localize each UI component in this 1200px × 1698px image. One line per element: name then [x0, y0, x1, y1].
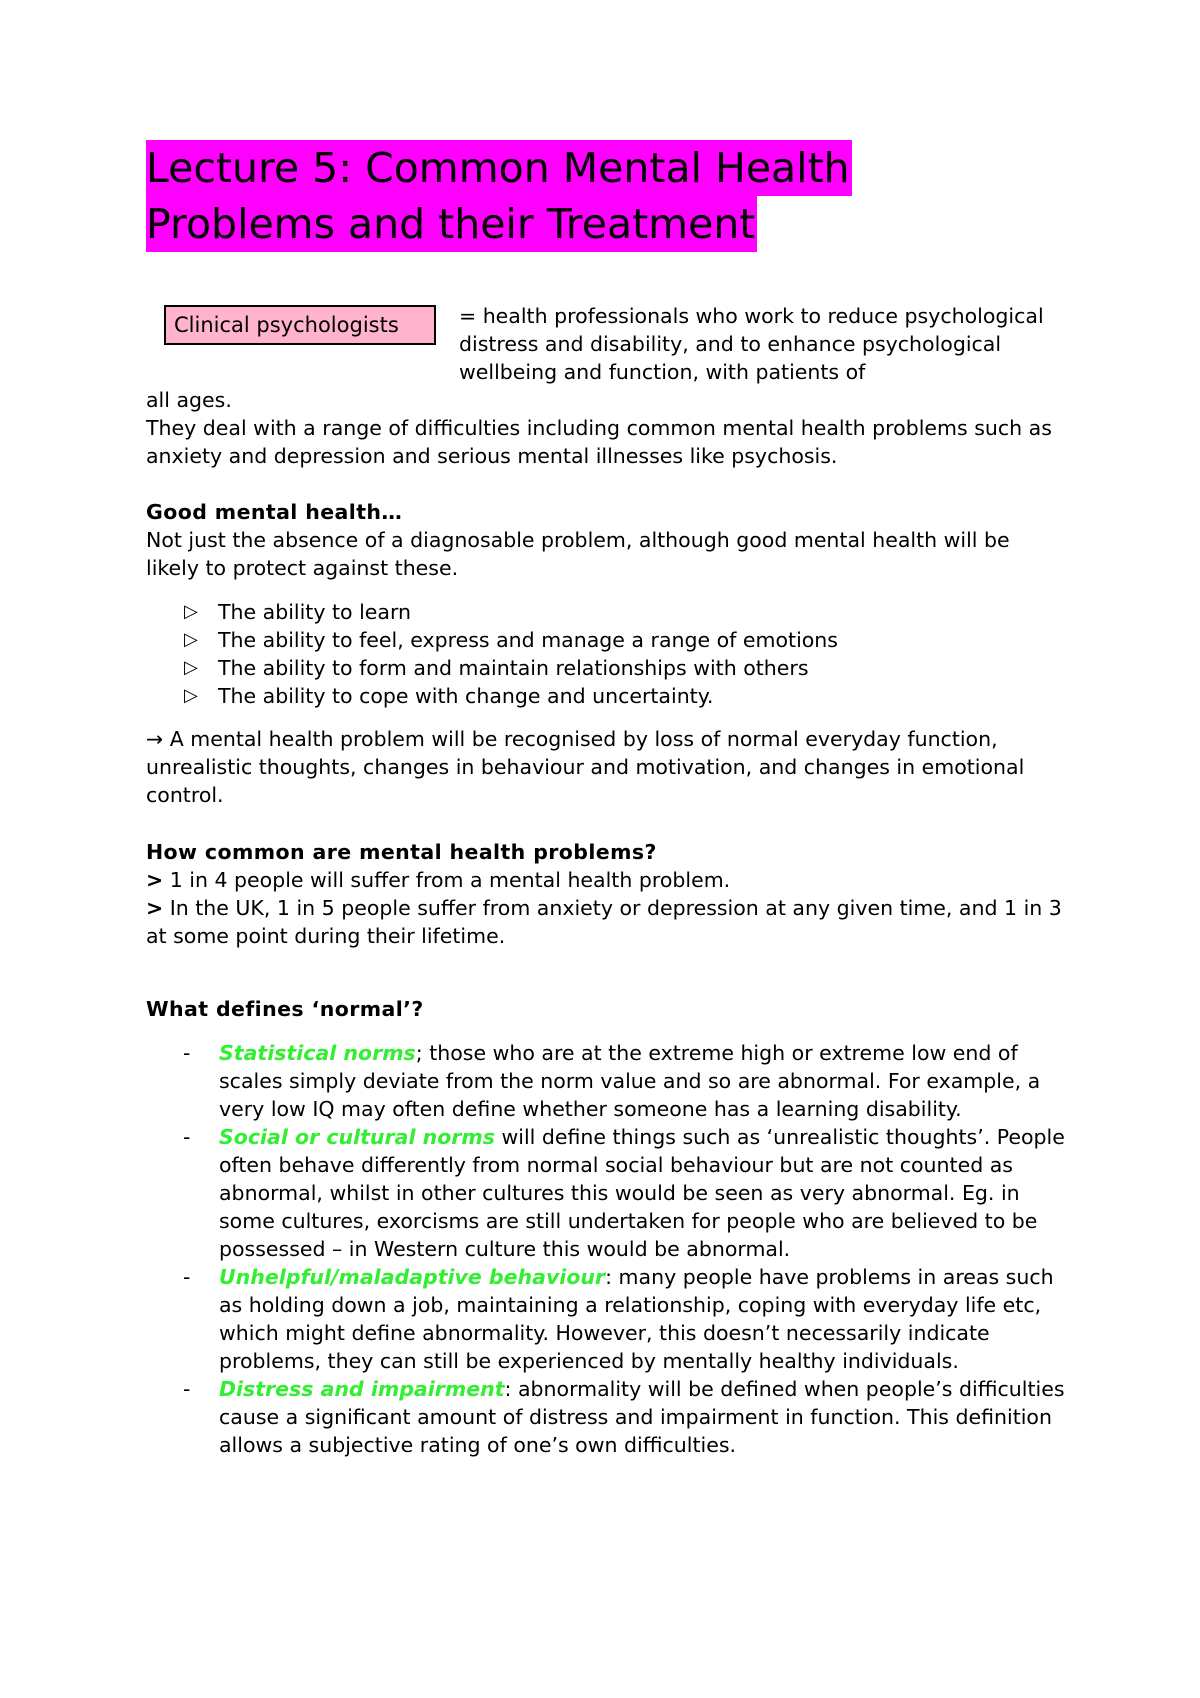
green-term: Unhelpful/maladaptive behaviour	[219, 1265, 606, 1289]
list-item-text: The ability to feel, express and manage a range of emotions	[218, 628, 838, 652]
section-heading: How common are mental health problems?	[146, 840, 657, 864]
list-item-text: ; those who are at the extreme high or extreme low end of scales simply deviate from the norm value and so are abnormal. For example, a very low IQ may often define whether someone has a learning disability.	[219, 1041, 1041, 1121]
green-term: Distress and impairment	[219, 1377, 505, 1401]
title-line-2: Problems and their Treatment	[146, 196, 757, 252]
dash-bullet: -	[183, 1377, 191, 1401]
paragraph: Not just the absence of a diagnosable problem, although good mental health will be likely to protect against these.	[146, 528, 1010, 580]
green-term: Statistical norms	[219, 1041, 416, 1065]
triangle-bullet-icon: ▷	[184, 601, 198, 622]
triangle-bullet-icon: ▷	[184, 629, 198, 650]
list-item	[146, 682, 1066, 710]
definition-text: = health professionals who work to reduce psychological distress and disability, and to enhance psychological wellbeing and function, with patients of	[459, 304, 1044, 384]
green-term: Social or cultural norms	[219, 1125, 495, 1149]
definition-text-end: all ages.	[146, 388, 232, 412]
list-item-text: : many people have problems in areas such as holding down a job, maintaining a relationship, coping with everyday life etc, which might define abnormality. However, this doesn’t necessarily indicate problems, they can still be experienced by mentally healthy individuals.	[219, 1265, 1054, 1373]
normal-section	[146, 995, 1066, 1459]
conclusion-paragraph	[146, 725, 1066, 809]
list-item-text: will define things such as ‘unrealistic thoughts’. People often behave differently from normal social behaviour but are not counted as abnormal, whilst in other cultures this would be seen as very abnormal. Eg. in some cultures, exorcisms are still undertaken for people who are believed to be possessed – in Western culture this would be abnormal.	[219, 1125, 1065, 1261]
list-item	[146, 1123, 1066, 1263]
list-item	[146, 598, 1066, 626]
stat-text: 1 in 4 people will suffer from a mental health problem.	[163, 868, 731, 892]
page-title	[146, 140, 852, 252]
list-item	[146, 654, 1066, 682]
how-common-section	[146, 838, 1066, 950]
list-item	[146, 1039, 1066, 1123]
section-heading: What defines ‘normal’?	[146, 997, 424, 1021]
stat-text: In the UK, 1 in 5 people suffer from anxiety or depression at any given time, and 1 in 3 at some point during their lifetime.	[146, 896, 1062, 948]
list-item-text: The ability to learn	[218, 600, 412, 624]
greater-than-marker: >	[146, 868, 164, 892]
good-health-section	[146, 498, 1066, 809]
stat-line	[146, 894, 1066, 950]
list-item-text: The ability to cope with change and uncertainty.	[218, 684, 714, 708]
section-heading: Good mental health…	[146, 500, 403, 524]
triangle-bullet-icon: ▷	[184, 685, 198, 706]
triangle-bullet-icon: ▷	[184, 657, 198, 678]
definition-term-box: Clinical psychologists	[164, 305, 436, 345]
greater-than-marker: >	[146, 896, 164, 920]
conclusion-text: A mental health problem will be recognised by loss of normal everyday function, unrealistic thoughts, changes in behaviour and motivation, and changes in emotional control.	[146, 727, 1025, 807]
dash-bullet: -	[183, 1265, 191, 1289]
stat-line	[146, 866, 1066, 894]
arrow-right-icon: →	[146, 727, 164, 751]
definition-scope-paragraph: They deal with a range of difficulties including common mental health problems such as anxiety and depression and serious mental illnesses like psychosis.	[146, 416, 1052, 468]
definition-continuation	[146, 386, 1066, 470]
list-item-text: : abnormality will be defined when people’s difficulties cause a significant amount of distress and impairment in function. This definition allows a subjective rating of one’s own difficulties.	[219, 1377, 1065, 1457]
definition-list	[146, 1039, 1066, 1459]
list-item	[146, 1375, 1066, 1459]
title-line-1: Lecture 5: Common Mental Health	[146, 140, 852, 196]
list-item	[146, 626, 1066, 654]
list-item	[146, 1263, 1066, 1375]
dash-bullet: -	[183, 1041, 191, 1065]
list-item-text: The ability to form and maintain relationships with others	[218, 656, 809, 680]
bullet-list	[146, 598, 1066, 710]
dash-bullet: -	[183, 1125, 191, 1149]
